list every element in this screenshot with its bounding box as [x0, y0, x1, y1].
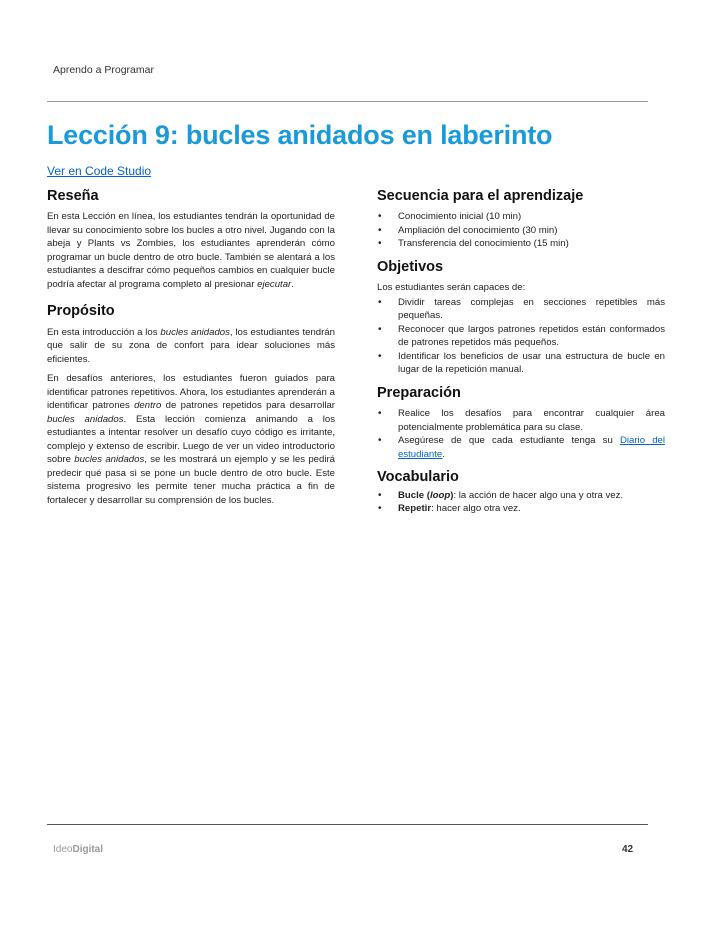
objetivos-heading: Objetivos	[377, 258, 444, 275]
vocabulario-list	[377, 489, 665, 516]
page-number: 42	[622, 844, 634, 855]
proposito-heading: Propósito	[47, 303, 115, 320]
preparacion-heading: Preparación	[377, 384, 461, 401]
objetivos-list	[377, 296, 665, 377]
list-item: • Reconocer que largos patrones repetidos están conformados de patrones repetidos más pequeños.	[378, 323, 665, 349]
bullet-icon: •	[378, 211, 382, 223]
header-divider	[47, 101, 648, 102]
bullet-icon: •	[378, 503, 382, 515]
code-studio-link[interactable]: Ver en Code Studio	[47, 164, 152, 178]
footer-divider	[47, 824, 648, 825]
list-item: • Identificar los beneficios de usar una estructura de bucle en lugar de la repetición manual.	[378, 350, 665, 376]
left-column	[47, 188, 335, 513]
bullet-icon: •	[378, 350, 382, 362]
bullet-icon: •	[378, 323, 382, 335]
bullet-icon: •	[378, 238, 382, 250]
list-item: • Conocimiento inicial (10 min)	[378, 211, 522, 223]
secuencia-list	[377, 210, 665, 251]
list-item: • Repetir: hacer algo otra vez.	[378, 503, 521, 515]
running-header: Aprendo a Programar	[53, 64, 154, 76]
vocabulario-heading: Vocabulario	[377, 469, 459, 486]
list-item: • Transferencia del conocimiento (15 min)	[378, 238, 569, 250]
bullet-icon: •	[378, 408, 382, 420]
resena-heading: Reseña	[47, 188, 99, 204]
objetivos-intro: Los estudiantes serán capaces de:	[377, 282, 526, 294]
page-title: Lección 9: bucles anidados en laberinto	[47, 120, 553, 150]
preparacion-list	[377, 407, 665, 461]
list-item: • Bucle (loop): la acción de hacer algo una y otra vez.	[378, 489, 624, 501]
proposito-paragraph-2: En desafíos anteriores, los estudiantes fueron guiados para identificar patrones repetitivos. Ahora, los estudiantes aprenderán a identificar patrones dentro de patrones repetidos para desarrollar bucles anidados. Esta lección comienza animando a los estudiantes a intentar resolver un desafío cuyo código es irritante, complejo y extenso de escribir. Luego de ver un video introductorio sobre bucles anidados, se les mostrará un ejemplo y se les pedirá predecir qué pasa si se pone un bucle dentro de otro bucle. Este sistema progresivo les permite tener mucha práctica a fin de fortalecer y desarrollar su comprensión de los bucles.	[47, 373, 336, 506]
footer-brand: IdeoDigital	[53, 844, 104, 855]
bullet-icon: •	[378, 435, 382, 447]
proposito-paragraph-1: En esta introducción a los bucles anidados, los estudiantes tendrán que salir de su zona de confort para idear soluciones más eficientes.	[47, 326, 335, 365]
bullet-icon: •	[378, 489, 382, 501]
secuencia-heading: Secuencia para el aprendizaje	[377, 188, 584, 204]
list-item: • Realice los desafíos para encontrar cualquier área potencialmente problemática para su clase.	[378, 408, 665, 433]
resena-text: En esta Lección en línea, los estudiantes tendrán la oportunidad de llevar su conocimiento sobre los bucles a otro nivel. Jugando con la abeja y Plants vs Zombies, los estudiantes aprenderán cómo programar un bucle dentro de otro bucle. También se alentará a los estudiantes a descifrar cómo pequeños cambios en cualquier bucle podría afectar al programa completo al presionar ejecutar.	[47, 211, 335, 290]
right-column	[377, 188, 665, 524]
list-item: • Asegúrese de que cada estudiante tenga su Diario del estudiante.	[378, 435, 665, 460]
bullet-icon: •	[378, 296, 382, 308]
bullet-icon: •	[378, 224, 382, 236]
diario-estudiante-link[interactable]: Diario del estudiante	[398, 435, 665, 460]
list-item: • Ampliación del conocimiento (30 min)	[378, 224, 558, 236]
list-item: • Dividir tareas complejas en secciones repetibles más pequeñas.	[378, 296, 665, 322]
